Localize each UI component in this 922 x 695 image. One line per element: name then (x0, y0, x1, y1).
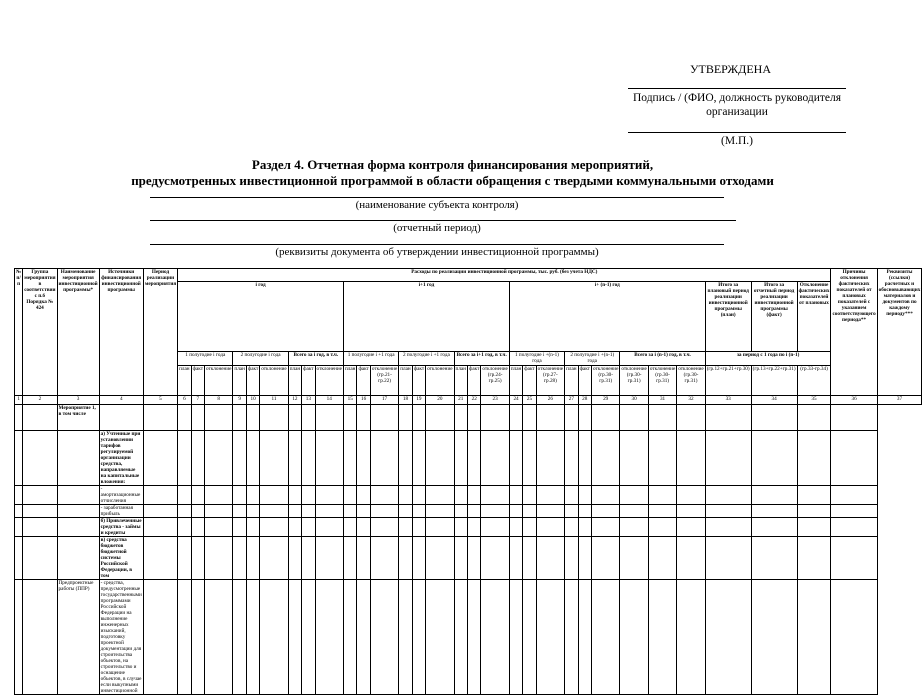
formula-label: (гр.12+гр.21+гр.30) (705, 366, 751, 396)
sub-label: отклонение (гр.30-гр.31) (591, 366, 619, 396)
half-year-label: 2 полугодие i года (233, 352, 288, 366)
requisites-caption: (реквизиты документа об утверждении инвестиционной программы) (275, 246, 599, 258)
sub-label: план (288, 366, 301, 396)
column-number: 24 (509, 396, 522, 405)
page-subtitle: предусмотренных инвестиционной программой в области обращения с твердыми коммунальными отходами (131, 173, 774, 188)
sub-label: отклонение (гр.30-гр.31) (677, 366, 705, 396)
column-number: 23 (481, 396, 509, 405)
column-number: 10 (246, 396, 259, 405)
column-number: 36 (831, 396, 877, 405)
column-number: 9 (233, 396, 246, 405)
column-number: 13 (302, 396, 315, 405)
column-number: 29 (591, 396, 619, 405)
requisites-line (150, 244, 724, 245)
row-amortization: - амортизационные отчисления (99, 486, 143, 505)
column-number: 2 (23, 396, 57, 405)
column-number: 25 (523, 396, 536, 405)
header-sources: Источники финансирования инвестиционной программы (99, 269, 143, 396)
sub-label: факт (412, 366, 425, 396)
half-year-label: 2 полугодие i +(n-1) года (565, 352, 620, 366)
half-year-label: Всего за i год, в т.ч. (288, 352, 343, 366)
stamp-line (628, 132, 846, 133)
formula-label-period: за период с 1 года по i (n-1) (705, 352, 831, 366)
column-number: 34 (751, 396, 797, 405)
column-number: 35 (797, 396, 831, 405)
column-number: 26 (536, 396, 564, 405)
header-name: Наименование мероприятия инвестиционной программы* (57, 269, 99, 396)
sub-label: отклонение (260, 366, 288, 396)
sub-label: план (178, 366, 191, 396)
sub-label: план (565, 366, 578, 396)
sub-label: факт (302, 366, 315, 396)
sub-label: отклонение (гр.21-гр.22) (370, 366, 398, 396)
row-tariff-funds: а) Учтенные при установлении тарифов регулируемой организации средства, направляемые на капитальные вложения: (99, 431, 143, 486)
sub-label: план (454, 366, 467, 396)
sub-label: факт (578, 366, 591, 396)
column-number: 33 (705, 396, 751, 405)
header-year-in: i+ (n-1) год (509, 282, 705, 352)
column-number: 6 (178, 396, 191, 405)
half-year-label: 1 полугодие i +1 года (343, 352, 398, 366)
header-deviation: Отклонение фактических показателей от плановых (797, 282, 831, 352)
column-number: 3 (57, 396, 99, 405)
signature-caption: Подпись / (ФИО, должность руководителя организации (632, 92, 842, 118)
column-number: 22 (468, 396, 481, 405)
sub-label: отклонение (гр.30-гр.31) (648, 366, 676, 396)
column-number: 20 (426, 396, 454, 405)
stamp-caption: (М.П.) (721, 135, 753, 147)
column-number: 28 (578, 396, 591, 405)
half-year-label: 1 полугодие i +(n-1) года (509, 352, 564, 366)
sub-label: план (233, 366, 246, 396)
row-measures: Мероприятие 1, в том числе (57, 405, 99, 431)
formula-label: (гр.33-гр.34) (797, 366, 831, 396)
column-numbers-row (15, 396, 922, 405)
row-budget: в) средства бюджетов бюджетной системы Российской Федерации, в том (99, 537, 143, 580)
sub-label: отклонение (315, 366, 343, 396)
header-year-i1: i+1 год (343, 282, 509, 352)
sub-label: план (509, 366, 522, 396)
half-year-label: 2 полугодие i +1 года (399, 352, 454, 366)
column-number: 15 (343, 396, 356, 405)
sub-label: отклонение (гр.27-гр.28) (536, 366, 564, 396)
column-number: 32 (677, 396, 705, 405)
approved-label: УТВЕРЖДЕНА (690, 62, 772, 76)
period-caption: (отчетный период) (393, 222, 481, 234)
half-year-label: 1 полугодие i года (178, 352, 233, 366)
row-budget-detail: - средства, предусмотренные государственными программами Российской Федерации на выполнение инженерных изысканий, подготовку проектной документации для строительства объектов, на строительство и оснащение объектов, в случае если выкупными инвестиционной (100, 580, 142, 694)
column-number: 17 (370, 396, 398, 405)
column-number: 14 (315, 396, 343, 405)
period-line (150, 220, 736, 221)
sub-label: факт (357, 366, 370, 396)
column-number: 12 (288, 396, 301, 405)
header-plan-total: Итого за плановый период реализации инвестиционной программы (план) (705, 282, 751, 352)
financing-report-table (14, 268, 922, 695)
sub-label: план (343, 366, 356, 396)
sub-label: отклонение (гр.30-гр.31) (620, 366, 648, 396)
row-pre-project: Предпроектные работы (ППР) (57, 580, 99, 695)
column-number: 21 (454, 396, 467, 405)
half-year-label: Всего за i+1 год, в т.ч. (454, 352, 509, 366)
header-period: Период реализации мероприятия (143, 269, 177, 396)
header-refs: Реквизиты (ссылки) расчетных и обосновывающих материалов и документов по каждому периоду*** (877, 269, 922, 396)
column-number: 4 (99, 396, 143, 405)
header-year-i: i год (178, 282, 344, 352)
column-number: 11 (260, 396, 288, 405)
subject-line (150, 197, 724, 198)
sub-label: план (399, 366, 412, 396)
header-reported-total: Итого за отчетный период реализации инвестиционной программы (факт) (751, 282, 797, 352)
sub-label: отклонение (426, 366, 454, 396)
column-number: 8 (204, 396, 232, 405)
signature-line (628, 88, 846, 89)
header-reasons: Причины отклонения фактических показателей от плановых показателей с указанием соответствующего периода** (831, 269, 877, 396)
header-num: № п/п (15, 269, 23, 396)
sub-label: факт (523, 366, 536, 396)
header-group: Группа мероприятия в соответствии с п.6 Порядка № 424 (23, 269, 57, 396)
sub-label: факт (246, 366, 259, 396)
sub-label: отклонение (204, 366, 232, 396)
column-number: 5 (143, 396, 177, 405)
row-loans: б) Привлеченные средства - займы и кредиты (100, 518, 142, 536)
page-title: Раздел 4. Отчетная форма контроля финансирования мероприятий, (251, 157, 654, 172)
sub-label: факт (468, 366, 481, 396)
column-number: 31 (648, 396, 676, 405)
sub-label: факт (191, 366, 204, 396)
column-number: 30 (620, 396, 648, 405)
column-number: 18 (399, 396, 412, 405)
column-number: 1 (15, 396, 23, 405)
column-number: 37 (877, 396, 922, 405)
column-number: 27 (565, 396, 578, 405)
column-number: 16 (357, 396, 370, 405)
row-profit: - заработанная прибыль (99, 505, 143, 518)
header-expenses: Расходы по реализации инвестиционной программы, тыс. руб. (без учета НДС) (178, 269, 831, 282)
sub-label: отклонение (гр.24-гр.25) (481, 366, 509, 396)
half-year-label: Всего за i (n-1) год, в т.ч. (620, 352, 705, 366)
column-number: 19 (412, 396, 425, 405)
column-number: 7 (191, 396, 204, 405)
subject-caption: (наименование субъекта контроля) (355, 199, 519, 211)
formula-label: (гр.13+гр.22+гр.31) (751, 366, 797, 396)
